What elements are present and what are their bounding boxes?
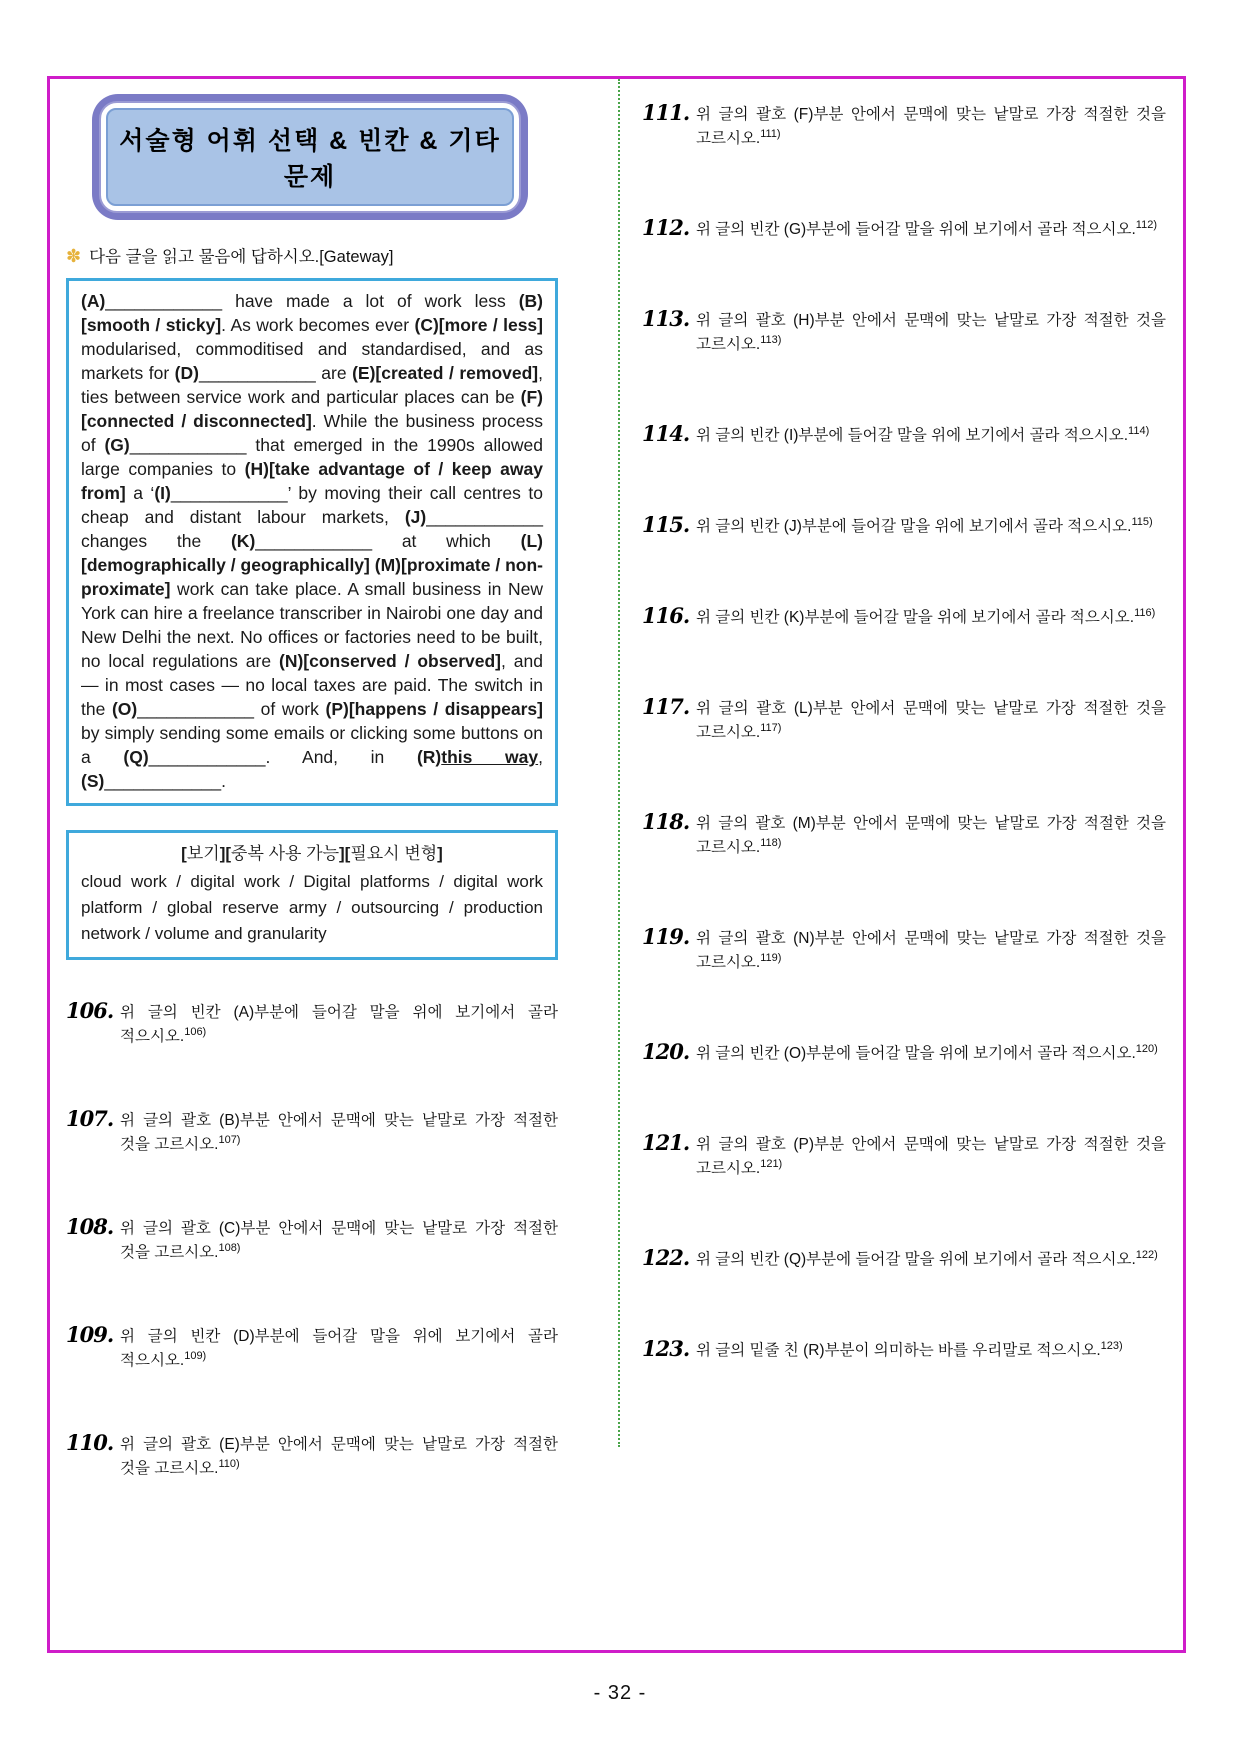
questions-right — [642, 100, 1166, 1363]
question-text-body: 위 글의 괄호 (H)부분 안에서 문맥에 맞는 낱말로 가장 적절한 것을 고르시오. — [696, 312, 1166, 353]
question-text — [696, 1130, 1166, 1181]
right-column — [642, 100, 1166, 1363]
word-bank-list: cloud work / digital work / Digital platforms / digital work platform / global reserve army / outsourcing / production network / volume and granularity — [81, 872, 543, 943]
question-text — [120, 1430, 558, 1481]
question-text-body: 위 글의 빈칸 (A)부분에 들어갈 말을 위에 보기에서 골라 적으시오. — [120, 1004, 558, 1045]
flower-icon: ✽ — [66, 246, 82, 266]
question-item — [642, 924, 1166, 975]
question-item — [66, 998, 558, 1049]
question-item — [642, 306, 1166, 357]
footnote-ref: 111) — [760, 127, 781, 140]
left-column — [66, 94, 558, 1481]
question-text — [696, 924, 1166, 975]
question-number: 116. — [642, 603, 690, 628]
footnote-ref: 107) — [218, 1133, 241, 1146]
question-number: 113. — [642, 306, 690, 331]
section-title-banner — [92, 94, 528, 220]
footnote-ref: 113) — [760, 333, 782, 346]
footnote-ref: 116) — [1134, 606, 1156, 619]
question-text-body: 위 글의 괄호 (E)부분 안에서 문맥에 맞는 낱말로 가장 적절한 것을 고르시오. — [120, 1436, 558, 1477]
column-divider — [618, 79, 620, 1447]
word-bank-header: [보기][중복 사용 가능][필요시 변형] — [181, 844, 443, 863]
question-text-body: 위 글의 괄호 (B)부분 안에서 문맥에 맞는 낱말로 가장 적절한 것을 고르시오. — [120, 1112, 558, 1153]
footnote-ref: 108) — [218, 1241, 241, 1254]
question-number: 119. — [642, 924, 690, 949]
footnote-ref: 119) — [760, 951, 782, 964]
question-item — [642, 215, 1166, 242]
question-number: 111. — [642, 100, 690, 125]
question-number: 109. — [66, 1322, 114, 1347]
question-text — [120, 998, 558, 1049]
question-item — [642, 421, 1166, 448]
question-item — [642, 1039, 1166, 1066]
question-number: 115. — [642, 512, 690, 537]
question-text-body: 위 글의 괄호 (F)부분 안에서 문맥에 맞는 낱말로 가장 적절한 것을 고르시오. — [696, 106, 1166, 147]
question-text-body: 위 글의 괄호 (L)부분 안에서 문맥에 맞는 낱말로 가장 적절한 것을 고르시오. — [696, 700, 1166, 741]
question-item — [642, 603, 1166, 630]
question-number: 114. — [642, 421, 690, 446]
question-item — [642, 512, 1166, 539]
question-number: 108. — [66, 1214, 114, 1239]
question-text-body: 위 글의 빈칸 (O)부분에 들어갈 말을 위에 보기에서 골라 적으시오. — [696, 1045, 1136, 1062]
question-text — [696, 1039, 1166, 1066]
footnote-ref: 115) — [1131, 515, 1153, 528]
question-text — [696, 100, 1166, 151]
section-title: 서술형 어휘 선택 & 빈칸 & 기타 문제 — [106, 108, 514, 206]
question-text-body: 위 글의 괄호 (M)부분 안에서 문맥에 맞는 낱말로 가장 적절한 것을 고르시오. — [696, 815, 1166, 856]
question-text — [696, 512, 1166, 539]
question-number: 110. — [66, 1430, 114, 1455]
question-item — [66, 1430, 558, 1481]
question-text — [696, 215, 1166, 242]
passage-instruction-text: 다음 글을 읽고 물음에 답하시오.[Gateway] — [89, 248, 394, 266]
footnote-ref: 120) — [1135, 1042, 1158, 1055]
question-text — [696, 1336, 1166, 1363]
question-text-body: 위 글의 빈칸 (J)부분에 들어갈 말을 위에 보기에서 골라 적으시오. — [696, 518, 1132, 535]
footnote-ref: 110) — [218, 1457, 240, 1470]
question-number: 120. — [642, 1039, 690, 1064]
question-number: 123. — [642, 1336, 690, 1361]
footnote-ref: 121) — [760, 1157, 783, 1170]
question-text — [120, 1106, 558, 1157]
question-text-body: 위 글의 괄호 (N)부분 안에서 문맥에 맞는 낱말로 가장 적절한 것을 고르시오. — [696, 930, 1166, 971]
question-number: 106. — [66, 998, 114, 1023]
page-number: - 32 - — [593, 1682, 647, 1704]
question-text-body: 위 글의 빈칸 (G)부분에 들어갈 말을 위에 보기에서 골라 적으시오. — [696, 221, 1136, 238]
question-text — [696, 306, 1166, 357]
footnote-ref: 114) — [1128, 424, 1150, 437]
question-text-body: 위 글의 괄호 (C)부분 안에서 문맥에 맞는 낱말로 가장 적절한 것을 고르시오. — [120, 1220, 558, 1261]
question-text — [696, 603, 1166, 630]
footnote-ref: 122) — [1135, 1248, 1158, 1261]
questions-left — [66, 998, 558, 1481]
question-text-body: 위 글의 밑줄 친 (R)부분이 의미하는 바를 우리말로 적으시오. — [696, 1342, 1101, 1359]
passage-text: (A)____________ have made a lot of work less (B)[smooth / sticky]. As work becomes ever (C)[more / less] modularised, commoditised and standardised, and as markets for (D)____________ are (E)[created / removed], ties between service work and particular places can be (F)[connected / disconnected]. While the business process of (G)____________ that emerged in the 1990s allowed large companies to (H)[take advantage of / keep away from] a ‘(I)____________’ by moving their call centres to cheap and distant labour markets, (J)____________ changes the (K)____________ at which (L)[demographically / geographically] (M)[proximate / non-proximate] work can take place. A small business in New York can hire a freelance transcriber in Nairobi one day and New Delhi the next. No offices or factories need to be built, no local regulations are (N)[conserved / observed], and — in most cases — no local taxes are paid. The switch in the (O)____________ of work (P)[happens / disappears] by simply sending some emails or clicking some buttons on a (Q)____________. And, in (R)this way, (S)____________. — [81, 291, 543, 791]
question-number: 112. — [642, 215, 690, 240]
footnote-ref: 106) — [184, 1025, 207, 1038]
footnote-ref: 109) — [184, 1349, 207, 1362]
question-number: 117. — [642, 694, 690, 719]
footnote-ref: 117) — [760, 721, 782, 734]
question-item — [66, 1106, 558, 1157]
section-title-banner-ring — [99, 101, 521, 213]
question-number: 107. — [66, 1106, 114, 1131]
question-text-body: 위 글의 괄호 (P)부분 안에서 문맥에 맞는 낱말로 가장 적절한 것을 고르시오. — [696, 1136, 1166, 1177]
question-text — [696, 1245, 1166, 1272]
passage-box — [66, 278, 558, 806]
question-text-body: 위 글의 빈칸 (D)부분에 들어갈 말을 위에 보기에서 골라 적으시오. — [120, 1328, 558, 1369]
question-text-body: 위 글의 빈칸 (Q)부분에 들어갈 말을 위에 보기에서 골라 적으시오. — [696, 1251, 1136, 1268]
question-item — [66, 1322, 558, 1373]
question-item — [642, 1336, 1166, 1363]
question-text-body: 위 글의 빈칸 (K)부분에 들어갈 말을 위에 보기에서 골라 적으시오. — [696, 609, 1135, 626]
question-text — [696, 421, 1166, 448]
question-item — [642, 694, 1166, 745]
question-item — [642, 1130, 1166, 1181]
question-text — [696, 694, 1166, 745]
word-bank-box — [66, 830, 558, 960]
question-number: 121. — [642, 1130, 690, 1155]
passage-instruction — [66, 246, 558, 268]
question-text — [120, 1214, 558, 1265]
footnote-ref: 123) — [1100, 1339, 1123, 1352]
question-text — [120, 1322, 558, 1373]
footnote-ref: 112) — [1135, 218, 1157, 231]
question-item — [66, 1214, 558, 1265]
question-item — [642, 100, 1166, 151]
question-text-body: 위 글의 빈칸 (I)부분에 들어갈 말을 위에 보기에서 골라 적으시오. — [696, 427, 1129, 444]
question-item — [642, 809, 1166, 860]
question-item — [642, 1245, 1166, 1272]
footnote-ref: 118) — [760, 836, 782, 849]
question-number: 118. — [642, 809, 690, 834]
question-text — [696, 809, 1166, 860]
question-number: 122. — [642, 1245, 690, 1270]
